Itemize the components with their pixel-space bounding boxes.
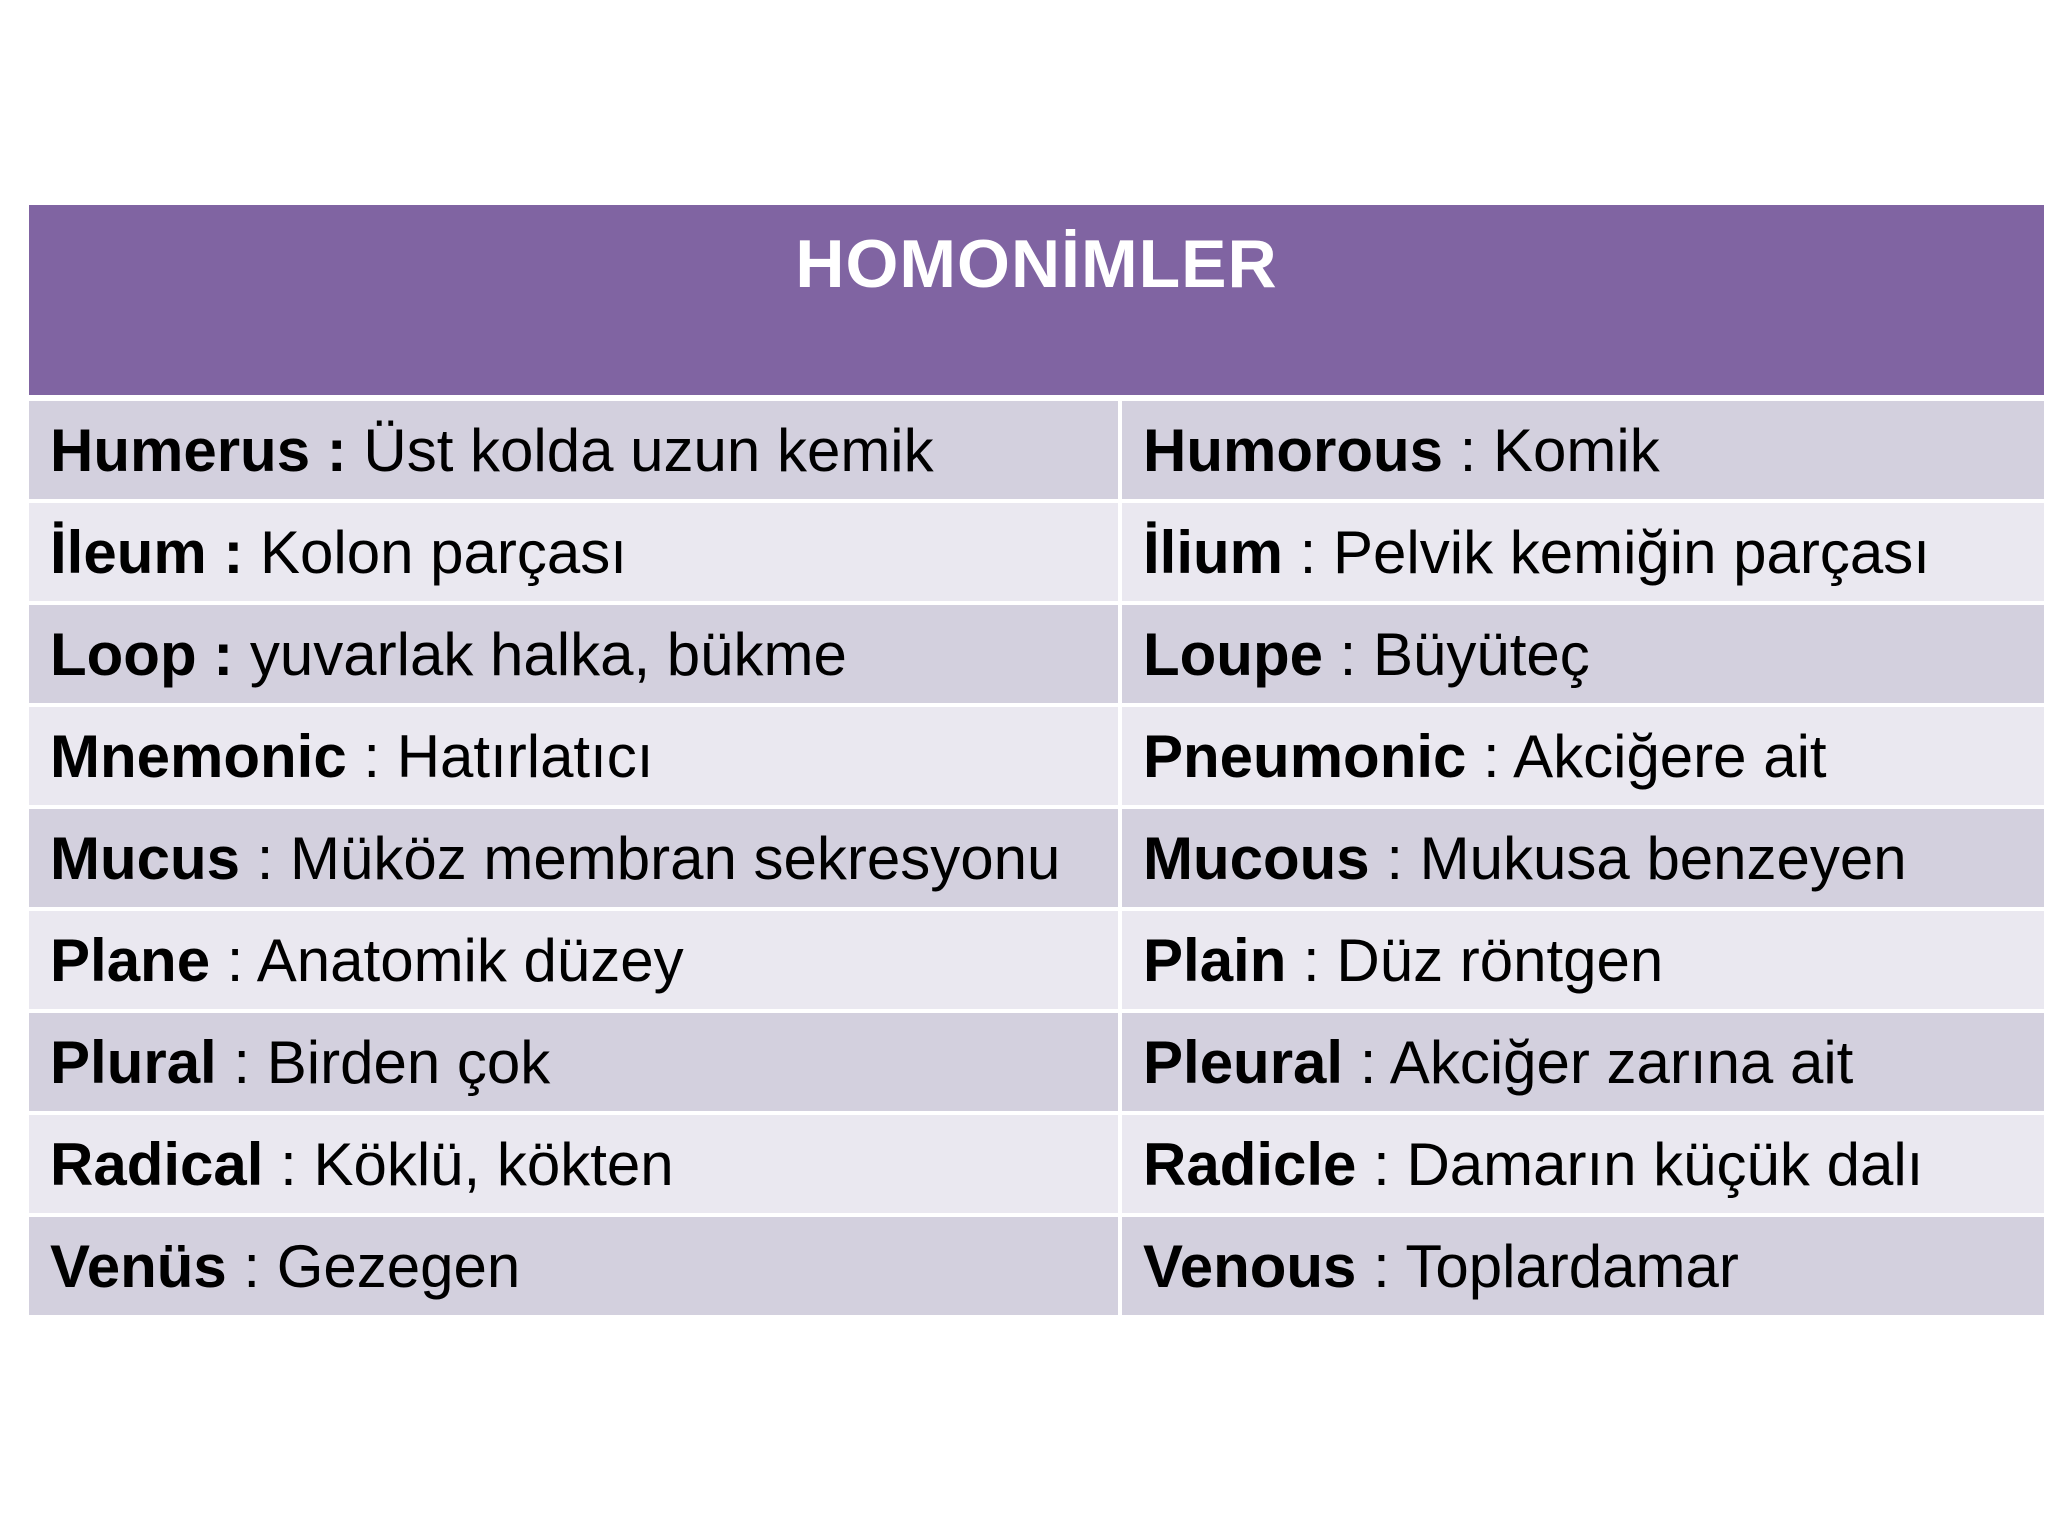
left-term-cell [29,809,1122,911]
table-row [29,401,2044,503]
right-term: Venous [1143,1232,1357,1300]
left-term: Loop : [50,620,234,688]
table-title: HOMONİMLER [29,205,2044,401]
left-term: İleum : [50,518,244,586]
left-term-cell [29,1217,1122,1315]
right-term: Radicle [1143,1130,1357,1198]
right-term-cell [1122,1013,2044,1115]
right-definition: : Büyüteç [1322,620,1590,688]
right-term-cell [1122,1115,2044,1217]
table-row [29,1217,2044,1315]
table-body [29,401,2044,1315]
left-definition: : Müköz membran sekresyonu [240,824,1061,892]
left-definition: Üst kolda uzun kemik [346,416,934,484]
right-term-cell [1122,605,2044,707]
table-row [29,911,2044,1013]
left-term-cell [29,401,1122,503]
table-row [29,605,2044,707]
left-term-cell [29,503,1122,605]
left-term-cell [29,1013,1122,1115]
right-definition: : Akciğer zarına ait [1343,1028,1854,1096]
left-definition: : Gezegen [226,1232,521,1300]
left-definition: Kolon parçası [243,518,627,586]
left-definition: : Anatomik düzey [210,926,684,994]
right-term: Loupe [1143,620,1323,688]
homonym-table [29,205,2044,1315]
left-term-cell [29,707,1122,809]
left-term: Mucus [50,824,241,892]
table-row [29,809,2044,911]
left-term: Plural [50,1028,217,1096]
right-term-cell [1122,707,2044,809]
right-term-cell [1122,911,2044,1013]
left-definition: : Köklü, kökten [263,1130,674,1198]
right-definition: : Damarın küçük dalı [1356,1130,1924,1198]
table-header-row [29,205,2044,401]
left-term-cell [29,911,1122,1013]
right-term-cell [1122,503,2044,605]
left-definition: yuvarlak halka, bükme [233,620,847,688]
table-row [29,503,2044,605]
right-term-cell [1122,809,2044,911]
left-term: Humerus : [50,416,347,484]
right-definition: : Düz röntgen [1286,926,1664,994]
right-term: Pneumonic [1143,722,1467,790]
right-definition: : Toplardamar [1356,1232,1739,1300]
left-term: Radical [50,1130,264,1198]
right-term: Humorous [1143,416,1443,484]
right-definition: : Akciğere ait [1466,722,1827,790]
left-term: Mnemonic [50,722,347,790]
right-term: İlium [1143,518,1284,586]
right-term: Pleural [1143,1028,1344,1096]
left-term-cell [29,1115,1122,1217]
right-term: Mucous [1143,824,1370,892]
left-definition: : Hatırlatıcı [346,722,654,790]
table-row [29,707,2044,809]
right-definition: : Komik [1443,416,1660,484]
right-definition: : Pelvik kemiğin parçası [1283,518,1930,586]
right-term-cell [1122,1217,2044,1315]
right-term-cell [1122,401,2044,503]
left-term: Venüs [50,1232,227,1300]
left-definition: : Birden çok [216,1028,551,1096]
table-row [29,1115,2044,1217]
table-row [29,1013,2044,1115]
right-term: Plain [1143,926,1287,994]
left-term: Plane [50,926,211,994]
right-definition: : Mukusa benzeyen [1369,824,1907,892]
left-term-cell [29,605,1122,707]
